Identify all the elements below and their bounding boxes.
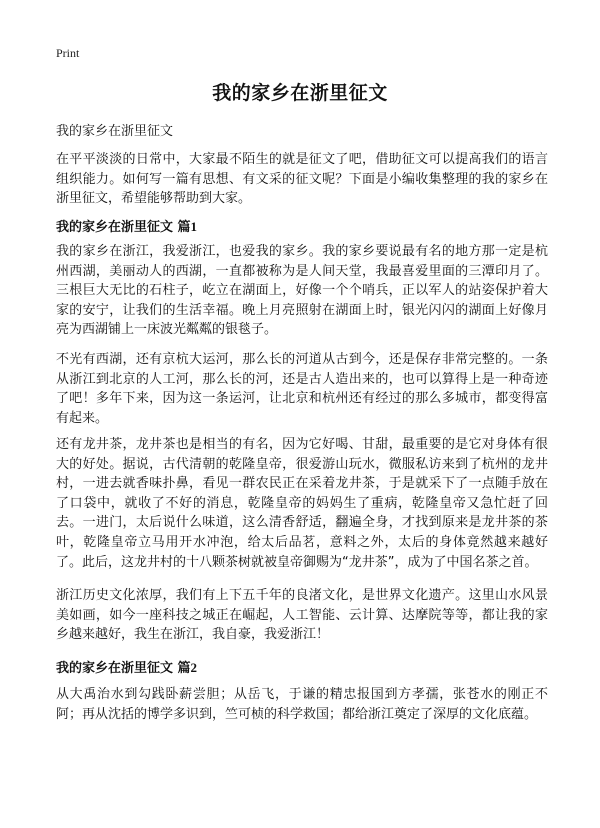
- section2-paragraph-1: 从大禹治水到勾践卧薪尝胆；从岳飞，于谦的精忠报国到方孝孺，张苍水的刚正不阿；再从沈括的博学多识到，竺可桢的科学救国；都给浙江奠定了深厚的文化底蕴。: [56, 687, 548, 722]
- section-heading-1: [56, 216, 197, 235]
- print-link[interactable]: Print: [56, 46, 80, 60]
- page-title: 我的家乡在浙里征文: [212, 82, 388, 104]
- intro-paragraph: 在平平淡淡的日常中，大家最不陌生的就是征文了吧，借助征文可以提高我们的语言组织能力。如何写一篇有思想、有文采的征文呢？下面是小编收集整理的我的家乡在浙里征文，希望能够帮助到大家。: [56, 152, 548, 207]
- section-heading-number: 2: [190, 660, 198, 675]
- section1-paragraph-4: 浙江历史文化浓厚，我们有上下五千年的良渚文化，是世界文化遗产。这里山水风景美如画，如今一座科技之城正在崛起，人工智能、云计算、达摩院等等，都让我的家乡越来越好，我生在浙江，我自豪，我爱浙江！: [56, 588, 548, 643]
- section1-paragraph-1: 我的家乡在浙江，我爱浙江，也爱我的家乡。我的家乡要说最有名的地方那一定是杭州西湖，美丽动人的西湖，一直都被称为是人间天堂，我最喜爱里面的三潭印月了。三根巨大无比的石柱子，屹立在湖面上，好像一个个哨兵，正以军人的站姿保护着大家的安宁，让我们的生活幸福。晚上月亮照射在湖面上时，银光闪闪的湖面上好像月亮为西湖铺上一床波光粼粼的银毯子。: [56, 244, 548, 338]
- section-heading-2: [56, 657, 197, 676]
- section1-paragraph-2: 不光有西湖，还有京杭大运河，那么长的河道从古到今，还是保存非常完整的。一条从浙江到北京的人工河，那么长的河，还是古人造出来的，也可以算得上是一种奇迹了吧！多年下来，因为这一条运河，让北京和杭州还有经过的那么多城市，都变得富有起来。: [56, 352, 548, 426]
- document-subtitle: 我的家乡在浙里征文: [56, 124, 174, 139]
- section-heading-text: 我的家乡在浙里征文 篇: [56, 220, 191, 235]
- section1-paragraph-3: 还有龙井茶，龙井茶也是相当的有名，因为它好喝、甘甜，最重要的是它对身体有很大的好处。据说，古代清朝的乾隆皇帝，很爱游山玩水，微服私访来到了杭州的龙井村，一进去就香味扑鼻，看见一群农民正在采着龙井茶，于是就采下了一点随手放在了口袋中，就收了不好的消息，乾隆皇帝的妈妈生了重病，乾隆皇帝又急忙赶了回去。一进门，太后说什么味道，这么清香舒适，翻遍全身，才找到原来是龙井茶的茶叶，乾隆皇帝立马用开水冲泡，给太后品茗，意料之外，太后的身体竟然越来越好了。此后，这龙井村的十八颗茶树就被皇帝御赐为“龙井茶”，成为了中国名茶之首。: [56, 437, 548, 570]
- section-heading-number: 1: [190, 219, 198, 234]
- section-heading-text: 我的家乡在浙里征文 篇: [56, 661, 191, 676]
